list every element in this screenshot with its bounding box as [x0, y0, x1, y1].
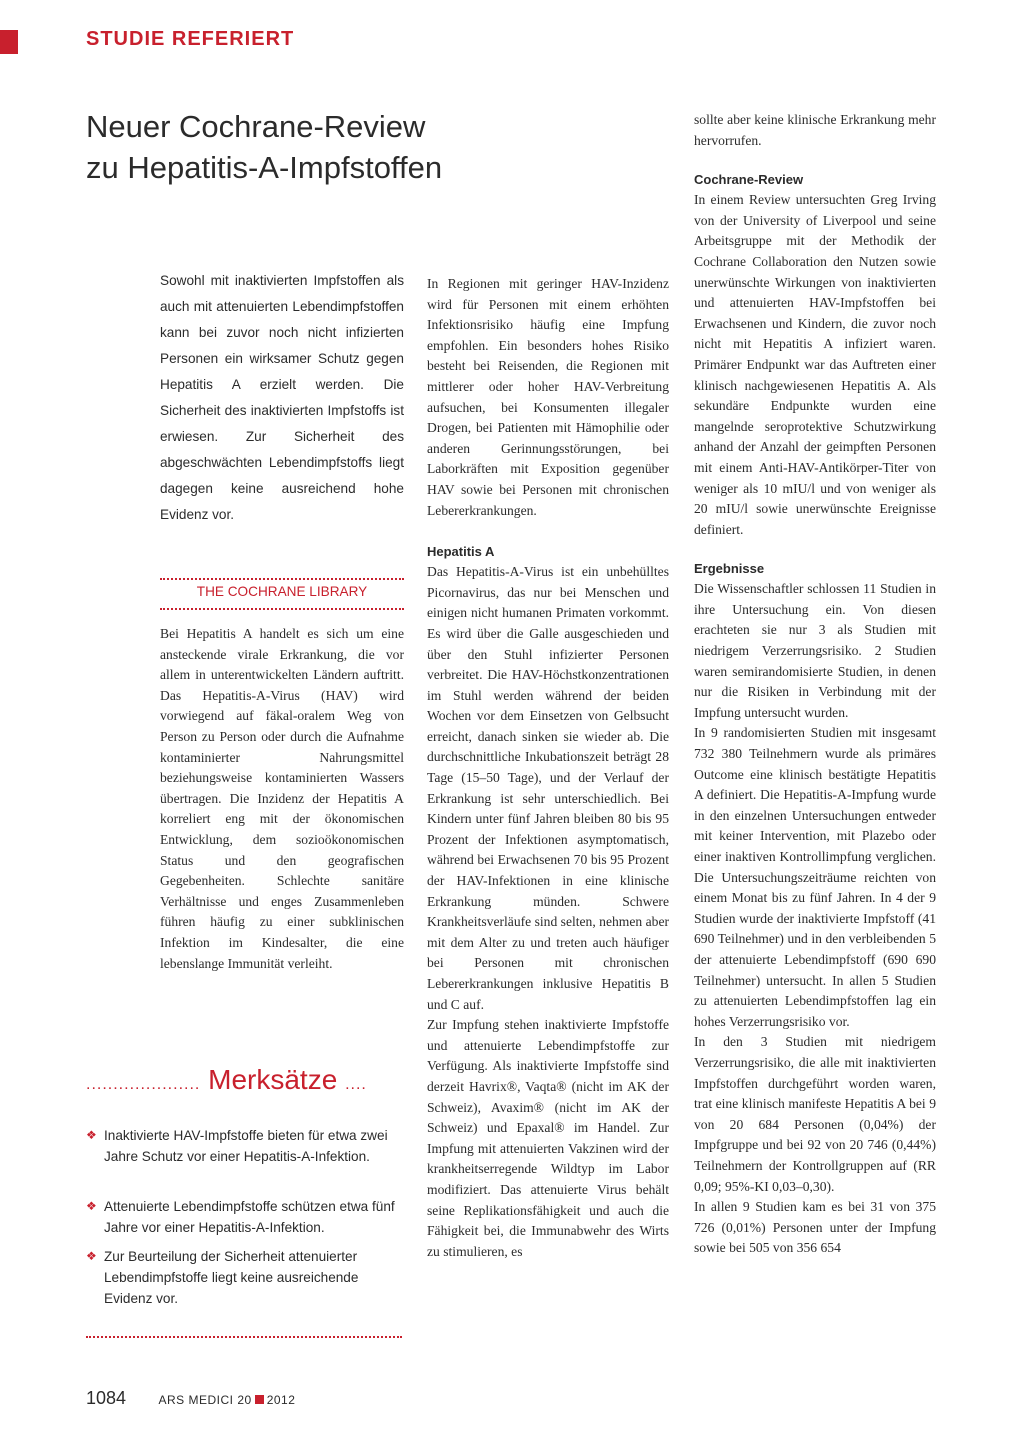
source-label: THE COCHRANE LIBRARY	[196, 584, 368, 599]
col2-paragraph-2: Das Hepatitis-A-Virus ist ein unbehülltes Picornavirus, das nur bei Menschen und einigen nicht humanen Primaten vorkommt. Es wird über die Galle ausgeschieden und über den Stuhl infizierter Personen verbreitet. Die HAV-Höchstkonzentrationen im Stuhl werden während der beiden Wochen vor dem Einsetzen von Gelbsucht erreicht, danach sinken sie wieder ab. Die durchschnittliche Inkubationszeit beträgt 28 Tage (15–50 Tage), und der Verlauf der Erkrankung ist sehr unterschiedlich. Bei Kindern unter fünf Jahren bleiben 80 bis 95 Prozent der Infektionen asymptomatisch, während bei Erwachsenen 70 bis 95 Prozent der HAV-Infektionen in eine klinische Erkrankung münden. Schwere Krankheitsverläufe sind selten, nehmen aber mit dem Alter zu und treten auch häufiger bei Personen mit chronischen Lebererkrankungen inklusive Hepatitis B und C auf.	[427, 564, 669, 1012]
journal-year: 2012	[266, 1393, 296, 1407]
diamond-bullet-icon: ❖	[86, 1249, 97, 1263]
section-marker	[0, 30, 18, 54]
journal-name: ARS MEDICI 20	[158, 1393, 252, 1407]
merksatz-item: ❖ Attenuierte Lebendimpfstoffe schützen etwa fünf Jahre vor einer Hepatitis-A-Infektion.	[86, 1196, 406, 1238]
col2-paragraph-1: In Regionen mit geringer HAV-Inzidenz wird für Personen mit einem erhöhten Infektionsrisiko häufig eine Impfung empfohlen. Ein besonders hohes Risiko besteht bei Reisenden, die Regionen mit mittlerer oder hoher HAV-Verbreitung aufsuchen, bei Konsumenten illegaler Drogen, bei Patienten mit Hämophilie oder anderen Gerinnungsstörungen, bei Laborkräften mit Exposition gegenüber HAV sowie bei Personen mit chronischen Lebererkrankungen.	[427, 276, 669, 518]
col3-paragraph-4: In 9 randomisierten Studien mit insgesamt 732 380 Teilnehmern wurde als primäres Outcome eine klinisch bestätigte Hepatitis A definiert. Die Hepatitis-A-Impfung wurde in den einzelnen Untersuchungen entweder mit keiner Intervention, mit Plazebo oder einer inaktiven Kontrollimpfung verglichen. Die Untersuchungszeiträume reichten von einem Monat bis zu fünf Jahren. In 4 der 9 Studien wurde der inaktivierte Impfstoff (41 690 Teilnehmer) und in den verbleibenden 5 der attenuierte Lebendimpfstoff (690 690 Teilnehmer) untersucht. In allen 5 Studien zu attenuierten Lebendimpfstoffen lag ein hohes Verzerrungsrisiko vor.	[694, 725, 936, 1029]
col1-body: Bei Hepatitis A handelt es sich um eine ansteckende virale Erkrankung, die vor allem in unterentwickelten Ländern auftritt. Das Hepatitis-A-Virus (HAV) wird vorwiegend auf fäkal-oralem Weg von Person zu Person oder durch die Aufnahme kontaminierter Nahrungsmittel beziehungsweise kontaminierten Wassers übertragen. Die Inzidenz der Hepatitis A korreliert eng mit der ökonomischen Entwicklung, dem sozioökonomischen Status und den geografischen Gegebenheiten. Schlechte sanitäre Verhältnisse und enges Zusammenleben führen häufig zu einer subklinischen Infektion im Kindesalter, die eine lebenslange Immunität verleiht.	[160, 626, 404, 971]
merksaetze-divider	[86, 1336, 402, 1338]
col3-paragraph-2: In einem Review untersuchten Greg Irving von der University of Liverpool und seine Arbeitsgruppe mit der Methodik der Cochrane Collaboration den Nutzen sowie unerwünschte Wirkungen von inaktivierten und attenuierten HAV-Impfstoffen bei Erwachsenen und Kindern, die zuvor noch nicht mit Hepatitis A infiziert waren. Primärer Endpunkt war das Auftreten einer klinisch nachgewiesenen Hepatitis A. Als sekundäre Endpunkte wurden eine mangelnde seroprotektive Schutzwirkung anhand der Anzahl der geimpften Personen mit einem Anti-HAV-Antikörper-Titer von weniger als 10 mIU/l und von weniger als 20 mIU/l sowie unerwünschte Ereignisse definiert.	[694, 192, 936, 537]
lead-paragraph: Sowohl mit inaktivierten Impfstoffen als auch mit attenuierten Lebendimpfstoffen kann bei zuvor noch nicht infizierten Personen ein wirksamer Schutz gegen Hepatitis A erzielt werden. Die Sicherheit des inaktivierten Impfstoffs ist erwiesen. Zur Sicherheit des abgeschwächten Lebendimpfstoffs liegt dagegen keine ausreichend hohe Evidenz vor.	[160, 273, 404, 522]
column-2	[427, 274, 669, 1262]
column-1	[160, 624, 404, 974]
source-divider-bottom	[160, 608, 404, 610]
subheading-ergebnisse: Ergebnisse	[694, 561, 765, 577]
col3-paragraph-5: In den 3 Studien mit niedrigem Verzerrungsrisiko, die alle mit inaktivierten Impfstoffen durchgeführt worden waren, trat eine klinisch manifeste Hepatitis A bei 9 von 20 684 Personen (0,04%) der Impfgruppe und bei 92 von 20 746 (0,44%) Teilnehmern der Kontrollgruppen auf (RR 0,09; 95%-KI 0,03–0,30).	[694, 1034, 936, 1194]
diamond-bullet-icon: ❖	[86, 1128, 97, 1142]
col2-paragraph-3: Zur Impfung stehen inaktivierte Impfstoffe und attenuierte Lebendimpfstoffe zur Verfügung. Als inaktivierte Impfstoffe sind derzeit Havrix®, Vaqta® (nicht im AK der Schweiz), Avaxim® (nicht im AK der Schweiz) und Epaxal® im Handel. Zur Impfung mit attenuierten Vakzinen wird der krankheitserregende Wildtyp im Labor modifiziert. Das attenuierte Virus behält seine Replikationsfähigkeit und auch die Fähigkeit bei, die Immunabwehr des Wirts zu stimulieren, es	[427, 1017, 669, 1259]
title-line-1: Neuer Cochrane-Review	[86, 109, 426, 144]
separator-square-icon	[255, 1395, 264, 1404]
section-rubric: STUDIE REFERIERT	[86, 28, 295, 50]
title-line-2: zu Hepatitis-A-Impfstoffen	[86, 150, 443, 185]
heading-dots-right: ....	[345, 1076, 367, 1093]
col3-paragraph-6: In allen 9 Studien kam es bei 31 von 375 726 (0,01%) Personen unter der Impfung sowie bei 505 von 356 654	[694, 1199, 936, 1256]
subheading-cochrane-review: Cochrane-Review	[694, 172, 804, 188]
column-3	[694, 110, 936, 1259]
merksaetze-title: Merksätze	[208, 1064, 338, 1095]
diamond-bullet-icon: ❖	[86, 1199, 97, 1213]
merksatz-item: ❖ Zur Beurteilung der Sicherheit attenuierter Lebendimpfstoffe liegt keine ausreichende Evidenz vor.	[86, 1246, 406, 1309]
article-title	[86, 106, 646, 188]
source-divider-top	[160, 578, 404, 580]
col3-paragraph-1: sollte aber keine klinische Erkrankung mehr hervorrufen.	[694, 112, 936, 148]
page-footer	[86, 1388, 295, 1409]
col3-paragraph-3: Die Wissenschaftler schlossen 11 Studien in ihre Untersuchung ein. Von diesen erachteten sie nur 3 als Studien mit niedrigem Verzerrungsrisiko. 2 Studien waren semirandomisierte Studien, in denen nur die Risiken in Verbindung mit der Impfung untersucht wurden.	[694, 581, 936, 720]
subheading-hepatitis-a: Hepatitis A	[427, 544, 495, 560]
journal-issue	[159, 1393, 296, 1407]
heading-dots-left: .....................	[86, 1076, 201, 1093]
merksaetze-heading	[86, 1060, 406, 1105]
merksatz-item: ❖ Inaktivierte HAV-Impfstoffe bieten für etwa zwei Jahre Schutz vor einer Hepatitis-A-Infektion.	[86, 1125, 406, 1167]
page-number: 1084	[86, 1388, 127, 1408]
